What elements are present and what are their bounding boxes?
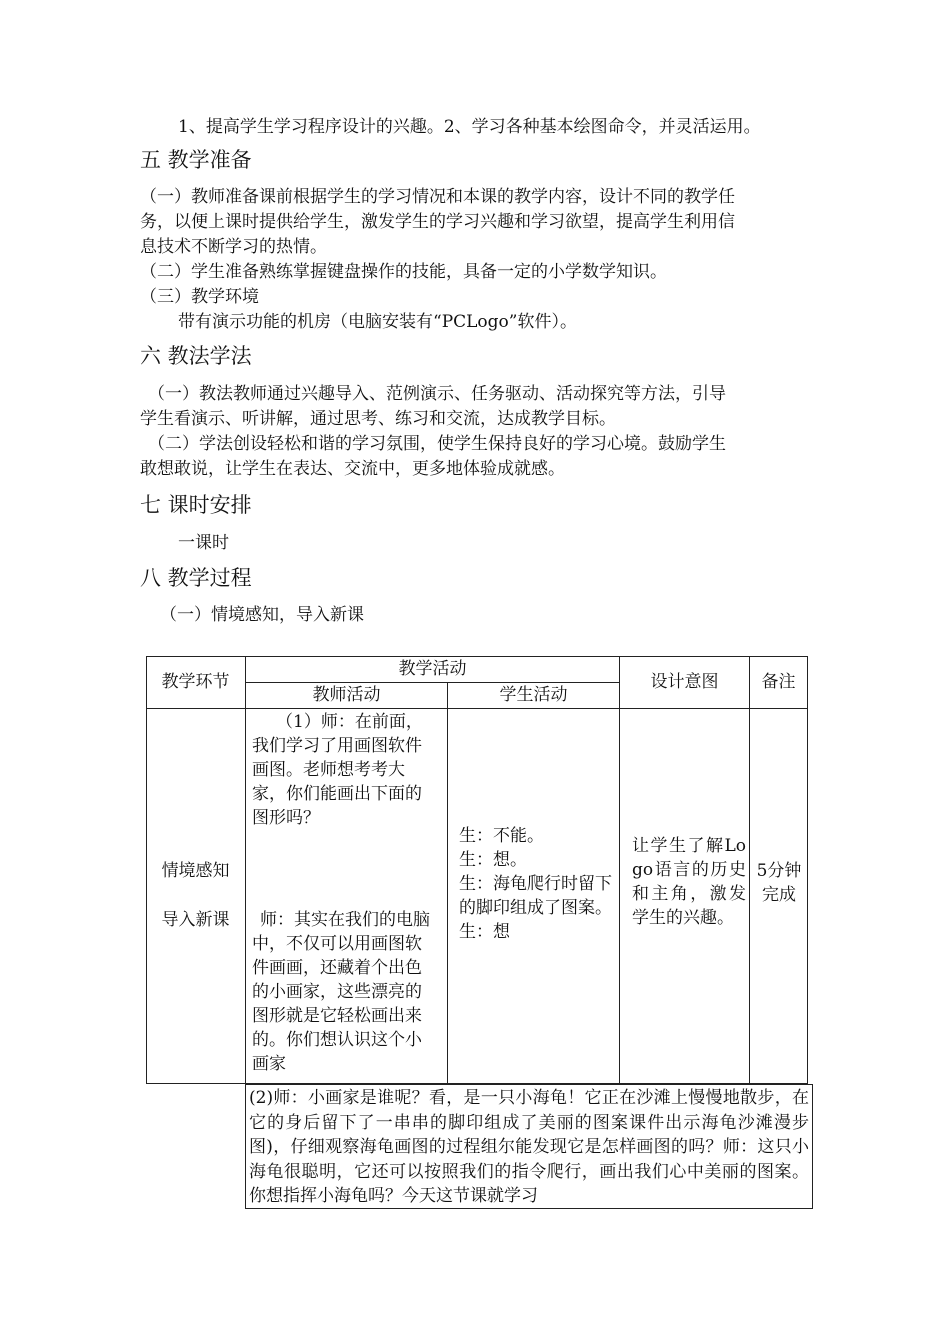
section8-title: 八 教学过程 bbox=[140, 566, 252, 590]
section6-title: 六 教法学法 bbox=[140, 344, 252, 368]
section7-title: 七 课时安排 bbox=[140, 493, 252, 517]
student-line-2: 生：想。 bbox=[459, 850, 527, 870]
student-activity bbox=[459, 824, 617, 944]
table-border-right bbox=[807, 656, 808, 1084]
section6-line4: 敢想敢说，让学生在表达、交流中，更多地体验成就感。 bbox=[140, 459, 565, 479]
section6-line2: 学生看演示、听讲解，通过思考、练习和交流，达成教学目标。 bbox=[140, 409, 616, 429]
note-duration: 5分钟完成 bbox=[756, 861, 802, 905]
student-line-4: 生：想 bbox=[459, 922, 510, 942]
table-divider-h2 bbox=[146, 708, 808, 709]
student-line-3: 生：海龟爬行时留下的脚印组成了图案。 bbox=[459, 874, 612, 918]
section6-line1: （一）教法教师通过兴趣导入、范例演示、任务驱动、活动探究等方法，引导 bbox=[148, 384, 726, 404]
header-intent: 设计意图 bbox=[650, 672, 719, 692]
header-stage: 教学环节 bbox=[161, 672, 230, 692]
teaching-process-table bbox=[146, 656, 808, 1084]
student-line-1: 生：不能。 bbox=[459, 826, 544, 846]
section5-item1-line2: 务，以便上课时提供给学生，激发学生的学习兴趣和学习欲望，提高学生利用信 bbox=[140, 212, 735, 232]
section5-item3: （三）教学环境 bbox=[140, 287, 259, 307]
section8-sub: （一）情境感知，导入新课 bbox=[160, 605, 364, 625]
header-note: 备注 bbox=[761, 672, 796, 692]
teacher-activity-part2: 师：其实在我们的电脑中，不仅可以用画图软件画画，还藏着个出色的小画家，这些漂亮的图形就是它轻松画出来的。你们想认识这个小画家 bbox=[252, 910, 430, 1074]
goals-line: 1、提高学生学习程序设计的兴趣。2、学习各种基本绘图命令，并灵活运用。 bbox=[178, 117, 761, 137]
table-divider-v1 bbox=[245, 656, 246, 1084]
stage-line1: 情境感知 bbox=[161, 861, 230, 881]
section5-title: 五 教学准备 bbox=[140, 148, 252, 172]
teacher-activity-part1: （1）师：在前面，我们学习了用画图软件画图。老师想考考大家，你们能画出下面的图形吗？ bbox=[252, 712, 423, 828]
section6-line3: （二）学法创设轻松和谐的学习氛围，使学生保持良好的学习心境。鼓励学生 bbox=[148, 434, 726, 454]
header-student: 学生活动 bbox=[499, 685, 568, 705]
design-intent: 让学生了解Logo语言的历史和主角，激发学生的兴趣。 bbox=[632, 836, 746, 928]
header-teacher: 教师活动 bbox=[312, 685, 381, 705]
header-activity: 教学活动 bbox=[398, 659, 467, 679]
section5-item1-line3: 息技术不断学习的热情。 bbox=[140, 237, 327, 257]
section7-body: 一课时 bbox=[178, 533, 229, 553]
table-divider-v2 bbox=[447, 682, 448, 1084]
section5-item1-line1: （一）教师准备课前根据学生的学习情况和本课的教学内容，设计不同的教学任 bbox=[140, 187, 735, 207]
section5-item3-body: 带有演示功能的机房（电脑安装有“PCLogo”软件）。 bbox=[178, 312, 577, 332]
table-divider-v3 bbox=[619, 656, 620, 1084]
teacher-activity-continuation: (2)师：小画家是谁呢？看，是一只小海龟！它正在沙滩上慢慢地散步，在它的身后留下了一串串的脚印组成了美丽的图案课件出示海龟沙滩漫步图)，仔细观察海龟画图的过程组尔能发现它是怎样画图的吗？师：这只小海龟很聪明，它还可以按照我们的指令爬行，画出我们心中美丽的图案。你想指挥小海龟吗？今天这节课就学习 bbox=[245, 1084, 813, 1209]
stage-line2: 导入新课 bbox=[161, 910, 230, 930]
section5-item2: （二）学生准备熟练掌握键盘操作的技能，具备一定的小学数学知识。 bbox=[140, 262, 667, 282]
table-divider-v4 bbox=[749, 656, 750, 1084]
